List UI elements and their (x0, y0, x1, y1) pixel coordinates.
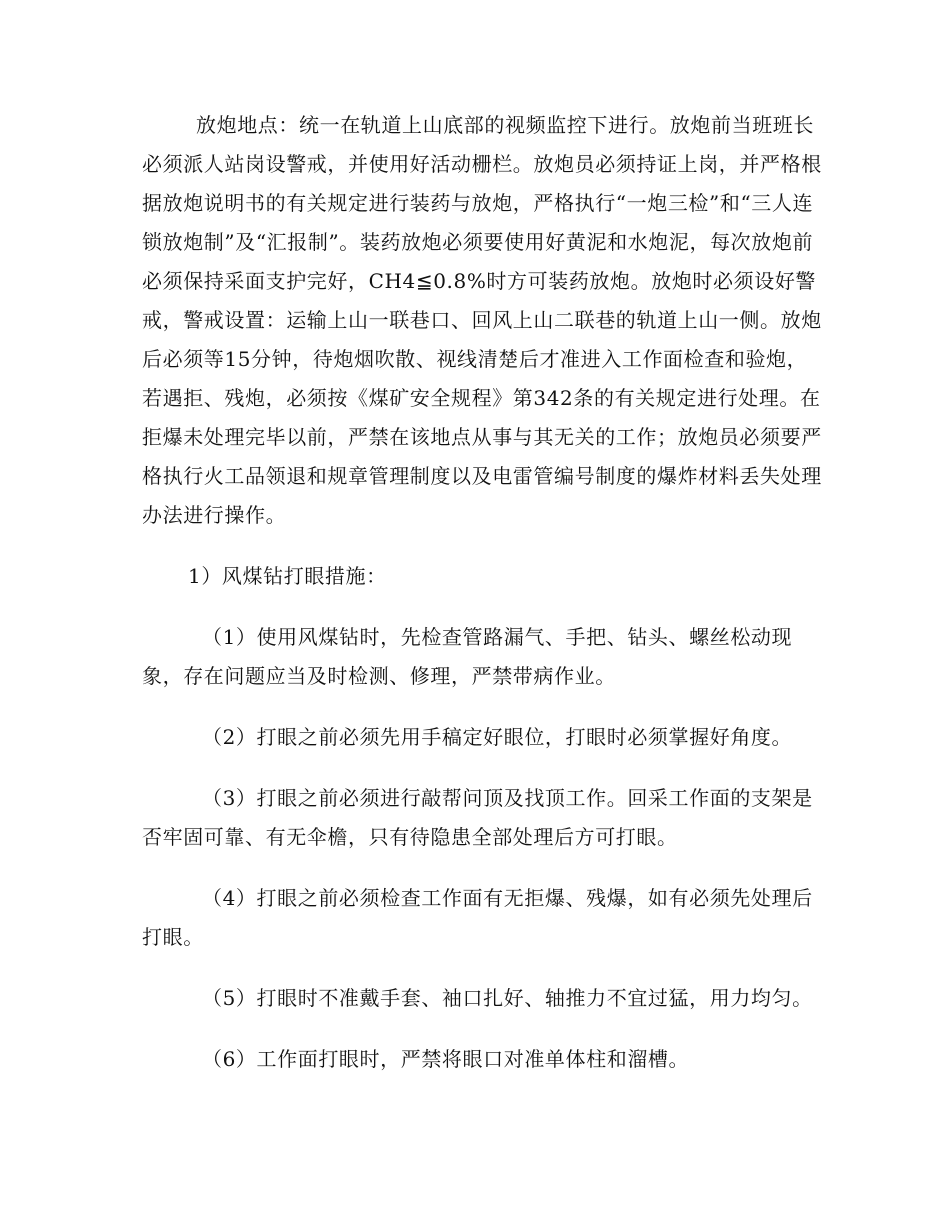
drilling-measure-item-6: （6）工作面打眼时，严禁将眼口对准单体柱和溜槽。 (202, 1047, 690, 1071)
drilling-measure-item-2: （2）打眼之前必须先用手稿定好眼位，打眼时必须掌握好角度。 (202, 725, 793, 749)
drilling-measure-item-1: （1）使用风煤钻时，先检查管路漏气、手把、钻头、螺丝松动现象，存在问题应当及时检测、修理，严禁带病作业。 (142, 625, 793, 688)
drilling-measures-heading: 1）风煤钻打眼措施： (188, 564, 387, 588)
blasting-location-paragraph: 放炮地点：统一在轨道上山底部的视频监控下进行。放炮前当班班长必须派人站岗设警戒，并使用好活动栅栏。放炮员必须持证上岗，并严格根据放炮说明书的有关规定进行装药与放炮，严格执行“一炮三检”和“三人连锁放炮制”及“汇报制”。装药放炮必须要使用好黄泥和水炮泥，每次放炮前必须保持采面支护完好，CH4≦0.8%时方可装药放炮。放炮时必须设好警戒，警戒设置：运输上山一联巷口、回风上山二联巷的轨道上山一侧。放炮后必须等15分钟，待炮烟吹散、视线清楚后才准进入工作面检查和验炮，若遇拒、残炮，必须按《煤矿安全规程》第342条的有关规定进行处理。在拒爆未处理完毕以前，严禁在该地点从事与其无关的工作；放炮员必须要严格执行火工品领退和规章管理制度以及电雷管编号制度的爆炸材料丢失处理办法进行操作。 (142, 113, 822, 527)
drilling-measure-item-5: （5）打眼时不准戴手套、袖口扎好、轴推力不宜过猛，用力均匀。 (202, 986, 813, 1010)
drilling-measure-item-3: （3）打眼之前必须进行敲帮问顶及找顶工作。回采工作面的支架是否牢固可靠、有无伞檐，只有待隐患全部处理后方可打眼。 (142, 786, 813, 849)
drilling-measure-item-4: （4）打眼之前必须检查工作面有无拒爆、残爆，如有必须先处理后打眼。 (142, 886, 813, 949)
